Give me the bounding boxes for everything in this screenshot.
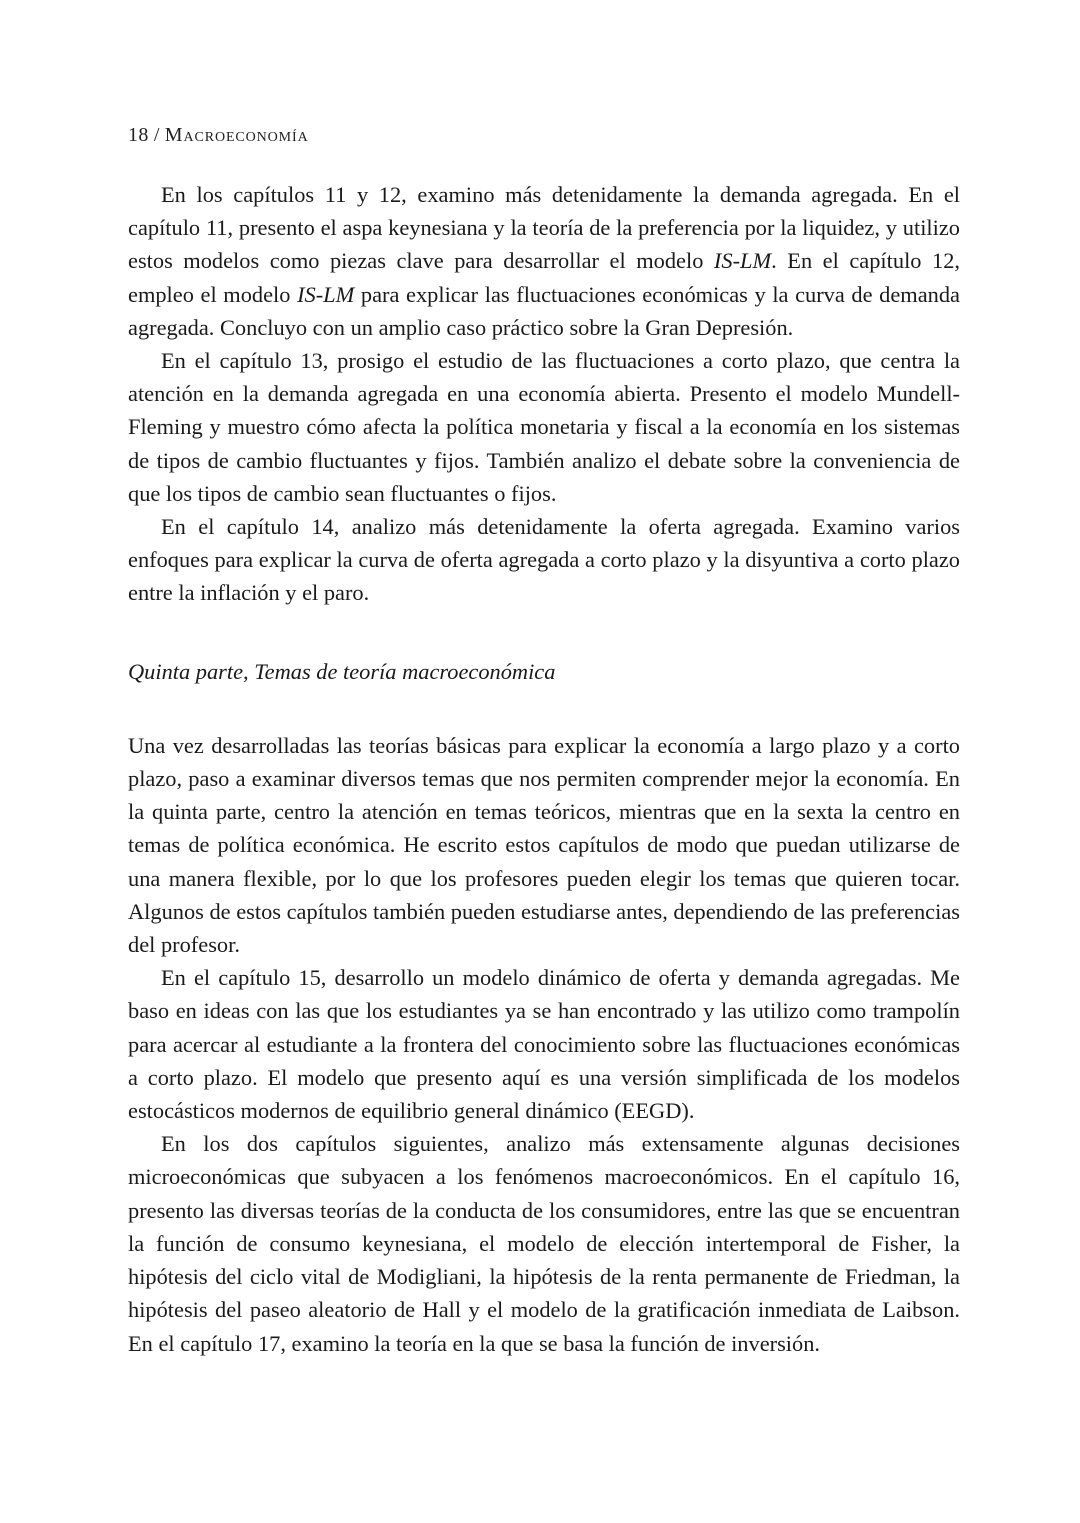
body-paragraph: En el capítulo 15, desarrollo un modelo dinámico de oferta y demanda agregadas. Me baso en ideas con las que los estudiantes ya se han encontrado y las utilizo como trampolín para acercar al estudiante a la frontera del conocimiento sobre las fluctuaciones económicas a corto plazo. El modelo que presento aquí es una versión simplificada de los modelos estocásticos modernos de equilibrio general dinámico (EEGD). bbox=[128, 965, 960, 1124]
page-folio-number: 18 bbox=[128, 124, 149, 146]
body-paragraph: Una vez desarrolladas las teorías básicas para explicar la economía a largo plazo y a corto plazo, paso a examinar diversos temas que nos permiten comprender mejor la economía. En la quinta parte, centro la atención en temas teóricos, mientras que en la sexta la centro en temas de política económica. He escrito estos capítulos de modo que puedan utilizarse de una manera flexible, por lo que los profesores pueden elegir los temas que quieren tocar. Algunos de estos capítulos también pueden estudiarse antes, dependiendo de las preferencias del profesor. bbox=[128, 732, 960, 958]
body-text-after-heading bbox=[128, 729, 960, 1360]
running-head-separator: / bbox=[153, 124, 160, 146]
body-paragraph: En el capítulo 14, analizo más detenidamente la oferta agregada. Examino varios enfoques para explicar la curva de oferta agregada a corto plazo y la disyuntiva a corto plazo entre la inflación y el paro. bbox=[128, 514, 960, 606]
italic-term: IS-LM bbox=[297, 281, 355, 307]
section-heading: Quinta parte, Temas de teoría macroeconómica bbox=[128, 658, 556, 684]
italic-term: IS-LM bbox=[713, 248, 772, 274]
running-head-book-title: Macroeconomía bbox=[164, 124, 309, 146]
body-text-before-heading bbox=[128, 178, 960, 610]
page-content bbox=[128, 0, 960, 1360]
body-paragraph: En el capítulo 13, prosigo el estudio de las fluctuaciones a corto plazo, que centra la atención en la demanda agregada en una economía abierta. Presento el modelo Mundell-Fleming y muestro cómo afecta la política monetaria y fiscal a la economía en los sistemas de tipos de cambio fluctuantes y fijos. También analizo el debate sobre la conveniencia de que los tipos de cambio sean fluctuantes o fijos. bbox=[128, 348, 960, 506]
running-head bbox=[128, 122, 960, 148]
section-heading-block bbox=[128, 655, 960, 688]
body-paragraph: En los capítulos 11 y 12, examino más detenidamente la demanda agregada. En el capítulo 11, presento el aspa keynesiana y la teoría de la preferencia por la liquidez, y utilizo estos modelos como piezas clave para desarrollar el modelo IS-LM. En el capítulo 12, empleo el modelo IS-LM para explicar las fluctuaciones económicas y la curva de demanda agregada. Concluyo con un amplio caso práctico sobre la Gran Depresión. bbox=[128, 182, 960, 340]
body-paragraph: En los dos capítulos siguientes, analizo más extensamente algunas decisiones microeconómicas que subyacen a los fenómenos macroeconómicos. En el capítulo 16, presento las diversas teorías de la conducta de los consumidores, entre las que se encuentran la función de consumo keynesiana, el modelo de elección intertemporal de Fisher, la hipótesis del ciclo vital de Modigliani, la hipótesis de la renta permanente de Friedman, la hipótesis del paseo aleatorio de Hall y el modelo de la gratificación inmediata de Laibson. En el capítulo 17, examino la teoría en la que se basa la función de inversión. bbox=[128, 1131, 960, 1356]
